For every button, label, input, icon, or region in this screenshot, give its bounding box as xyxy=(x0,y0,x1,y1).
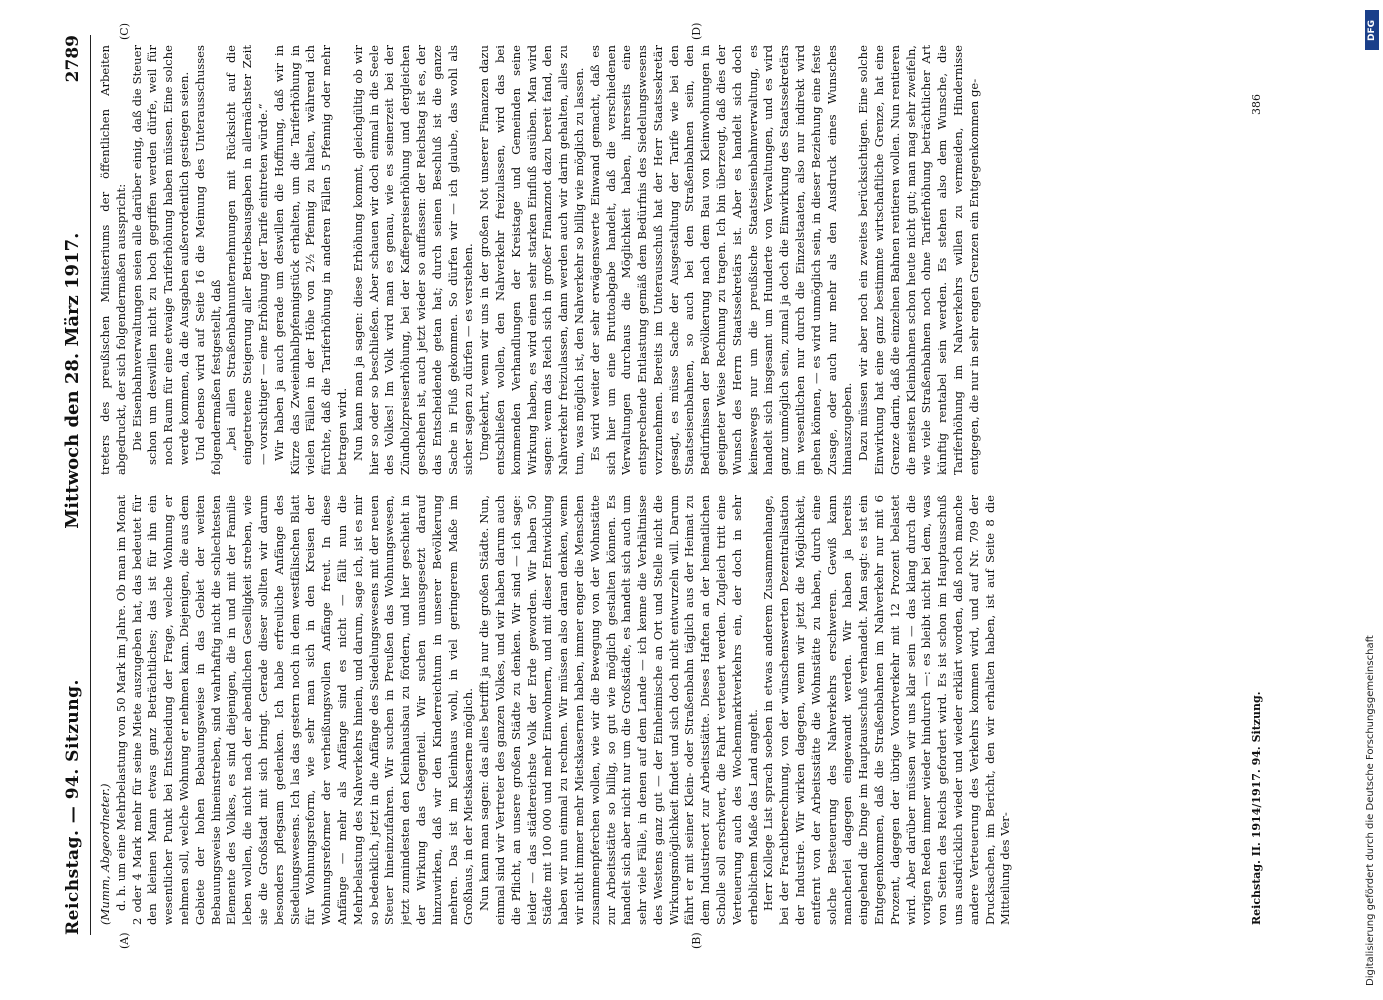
left-column xyxy=(98,495,1248,925)
quoted-paragraph: Die Eisenbahnverwaltungen seien alle darüber einig, daß die Steuer schon um deswillen nicht zu hoch gegriffen werden dürfe, weil für noch Raum für eine etwaige Tariferhöhung haben müssen. Eine solche werde kommen, da die Ausgaben außerordentlich gestiegen seien. xyxy=(129,45,191,465)
quoted-paragraph: „bei allen Straßenbahnunternehmungen mit Rücksicht auf die eingetretene Steigerung aller Betriebsausgaben in allernächster Zeit — vorsichtiger — eine Erhöhung der Tarife eintreten würde.“ xyxy=(224,45,270,465)
margin-marker-b: (B) xyxy=(690,932,703,949)
digitization-credit: Digitalisierung gefördert durch die Deutsche Forschungsgemeinschaft xyxy=(1365,635,1376,986)
paragraph: d. h. um eine Mehrbelastung von 50 Mark im Jahre. Ob man im Monat 2 oder 4 Mark mehr für seine Miete auszugeben hat, das bedeutet für den kleinen Mann etwas ganz Beträchtliches; das ist für ihn ein wesentlicher Punkt bei Entscheidung der Frage, welche Wohnung er nehmen soll, welche Wohnung er nehmen kann. Diejenigen, die aus dem Gebiete der hohen Bebauungsweise in das Gebiet der weiten Bebauungsweise hineinstreben, sind wahrhaftig nicht die schlechtesten Elemente des Volkes, es sind diejenigen, die in und mit der Familie leben wollen, die nicht nach der abendlichen Geselligkeit streben, wie sie die Großstadt mit sich bringt. Gerade dieser sollten wir darum besonders pflegsam gedenken. Ich habe erfreuliche Anfänge des Siedelungswesens. Ich las das gestern noch in dem westfälischen Blatt für Wohnungsreform, wie sehr man sich in den Kreisen der Wohnungsreformer der verheißungsvollen Anfänge freut. In diese Anfänge — mehr als Anfänge sind es nicht — fällt nun die Mehrbelastung des Nahverkehrs hinein, und darum, sage ich, ist es mir so bedenklich, jetzt in die Anfänge des Siedelungswesens mit der neuen Steuer hineinzufahren. Wir suchen in Preußen das Wohnungswesen, jetzt zumindesten den Kleinhausbau zu fördern, und hier geschieht in der Wirkung das Gegenteil. Wir suchen unausgesetzt darauf hinzuwirken, daß wir den Kinderreichtum in unserer Bevölkerung mehren. Das ist im Kleinhaus wohl, in viel geringerem Maße im Großhaus, in der Mietskaserne möglich. xyxy=(113,495,476,925)
dfg-logo: DFG xyxy=(1365,10,1379,50)
header-session: Reichstag. — 94. Sitzung. xyxy=(63,679,83,935)
paragraph: Wir haben ja auch gerade um deswillen die Hoffnung, daß wir in Kürze das Zweieinhalbpfennigstück erhalten, um die Tariferhöhung in vielen Fällen in der Höhe von 2½ Pfennig zu halten, während ich fürchte, daß die Tariferhöhung in anderen Fällen 5 Pfennig oder mehr betragen wird. xyxy=(271,45,349,475)
speaker-label: (Mumm, Abgeordneter.) xyxy=(98,783,112,925)
paragraph: Nun kann man sagen: das alles betrifft ja nur die großen Städte. Nun, einmal sind wir Vertreter des ganzen Volkes, und wir haben darum auch die Pflicht, an unsere großen Städte zu denken. Wir sind — ich sage: leider — das städtereichste Volk der Erde geworden. Wir haben 50 Städte mit 100 000 und mehr Einwohnern, und mit dieser Entwicklung haben wir nun einmal zu rechnen. Wir müssen also daran denken, wenn wir nicht immer mehr Mietskasernen haben, immer enger die Menschen zusammenpferchen wollen, wie wir die Bewegung von der Wohnstätte zur Arbeitsstätte so billig, so gut wie möglich gestalten können. Es handelt sich aber nicht nur um die Großstädte, es handelt sich auch um sehr viele Fälle, in denen auf dem Lande — ich kenne die Verhältnisse des Westens ganz gut — der Einheimische an Ort und Stelle nicht die Wirkungsmöglichkeit findet und sich doch nicht entwurzeln will. Darum fährt er mit seiner Klein- oder Straßenbahn täglich aus der Heimat zu dem Industrieort zur Arbeitsstätte. Dieses Haften an der heimatlichen Scholle soll erschwert, die Fahrt verteuert werden. Zugleich tritt eine Verteuerung auch des Wochenmarktverkehrs ein, der doch in sehr erheblichem Maße das Land angeht. xyxy=(477,495,760,925)
paragraph: Dazu müssen wir aber noch ein zweites berücksichtigen. Eine solche Einwirkung hat eine ganz bestimmte wirtschaftliche Grenze, hat eine Grenze darin, daß die einzelnen Bahnen rentieren wollen. Nun rentieren die meisten Kleinbahnen schon heute nicht gut; man mag sehr zweifeln, wie viele Straßenbahnen noch ohne Tariferhöhung beträchtlicher Art künftig rentabel sein werden. Es stehen also dem Wunsche, die Tariferhöhung im Nahverkehrs willen zu vermeiden, Hindernisse entgegen, die nur in sehr engen Grenzen ein Entgegenkommen ge- xyxy=(856,45,981,475)
paragraph: Nun kann man ja sagen: diese Erhöhung kommt, gleichgültig ob wir hier so oder so beschließen. Aber schauen wir doch einmal in die Seele des Volkes! Im Volk wird man es genau, wie es seinerzeit bei der Zündholzpreiserhöhung, bei der Kaffeepreiserhöhung und dergleichen geschehen ist, auch jetzt wieder so auffassen: der Reichstag ist es, der das Entscheidende getan hat; durch seinen Beschluß ist die ganze Sache in Fluß gekommen. So dürfen wir — ich glaube, das wohl als sicher sagen zu dürfen — es verstehen. xyxy=(350,45,476,475)
footer-left: Reichstag. II. 1914/1917. 94. Sitzung. xyxy=(1250,691,1263,925)
header-date: Mittwoch den 28. März 1917. xyxy=(62,232,83,529)
margin-marker-c: (C) xyxy=(118,23,131,40)
margin-marker-a: (A) xyxy=(118,932,131,949)
page-number: 2789 xyxy=(63,35,83,83)
paragraph: Herr Kollege List sprach soeben in etwas anderem Zusammenhange, bei der Frachtberechnung, von der wünschenswerten Dezentralisation der Industrie. Wir wirken dagegen, wenn wir jetzt die Möglichkeit, entfernt von der Arbeitsstätte die Wohnstätte zu haben, durch eine solche Besteuerung des Nahverkehrs erschweren. Gewiß kann mancherlei dagegen eingewandt werden. Wir haben ja bereits eingehend die Dinge im Hauptausschuß verhandelt. Man sagt: es ist ein Entgegenkommen, daß die Straßenbahnen im Nahverkehr nur mit 6 Prozent, dagegen der übrige Vorortverkehr mit 12 Prozent belastet wird. Aber darüber müssen wir uns klar sein — das klang durch die vorigen Reden immer wieder hindurch —: es bleibt nicht bei dem, was von Seiten des Reichs gefordert wird. Es ist schon im Hauptausschuß uns ausdrücklich wieder und wieder erklärt worden, daß noch manche andere Verteuerung des Verkehrs kommen wird, und auf Nr. 709 der Drucksachen, im Bericht, den wir erhalten haben, ist auf Seite 8 die Mitteilung des Ver- xyxy=(761,495,1013,925)
right-column xyxy=(98,45,1248,475)
paragraph: treters des preußischen Ministeriums der öffentlichen Arbeiten abgedruckt, der sich folgendermaßen ausspricht: xyxy=(98,45,128,475)
digitization-sidebar xyxy=(1363,10,1379,990)
paragraph: Umgekehrt, wenn wir uns in der großen Not unserer Finanzen dazu entschließen wollen, den Nahverkehr freizulassen, wird das bei kommenden Verhandlungen der Kreistage und Gemeinden seine Wirkung haben, es wird einen sehr starken Einfluß ausüben. Man wird sagen: wenn das Reich sich in großer Finanznot dazu bereit fand, den Nahverkehr freizulassen, dann werden auch wir darin gehalten, alles zu tun, was möglich ist, den Nahverkehr so billig wie möglich zu lassen. xyxy=(477,45,586,475)
paragraph: Und ebenso wird auf Seite 16 die Meinung des Unterausschusses folgendermaßen festgestellt, daß xyxy=(192,45,223,475)
footer-right: 386 xyxy=(1250,94,1263,115)
page-header xyxy=(62,35,91,935)
margin-marker-d: (D) xyxy=(690,22,703,40)
paragraph: Es wird weiter der sehr erwägenswerte Einwand gemacht, daß es sich hier um eine Bruttoabgabe handelt, daß die verschiedenen Verwaltungen durchaus die Möglichkeit haben, ihrerseits eine entsprechende Entlastung gemäß dem Bedürfnis des Siedelungswesens vorzunehmen. Bereits im Unterausschuß hat der Herr Staatssekretär gesagt, es müsse Sache der Ausgestaltung der Tarife wie bei den Staatseisenbahnen, so auch bei den Straßenbahnen sein, den Bedürfnissen der Bevölkerung nach dem Bau von Kleinwohnungen in geeigneter Weise Rechnung zu tragen. Ich bin überzeugt, daß dies der Wunsch des Herrn Staatssekretärs ist. Aber es handelt sich doch keineswegs nur um die preußische Staatseisenbahnverwaltung, es handelt sich insgesamt um Hunderte von Verwaltungen, und es wird ganz unmöglich sein, zumal ja doch die Einwirkung des Staatssekretärs im wesentlichen nur durch die Einzelstaaten, also nur indirekt wird gehen können, — es wird unmöglich sein, in dieser Beziehung eine feste Zusage, oder auch nur mehr als den Ausdruck eines Wunsches hinauszugeben. xyxy=(587,45,855,475)
